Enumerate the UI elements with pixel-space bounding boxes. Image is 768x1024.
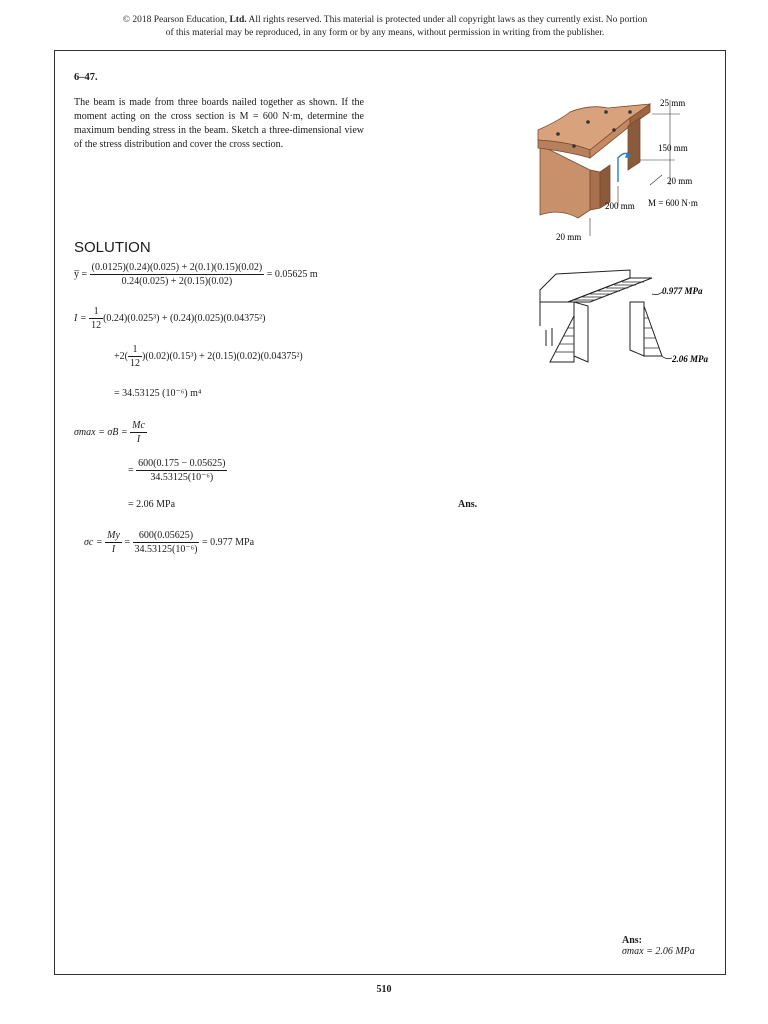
inertia-line2-body: (0.02)(0.15³) + 2(0.15)(0.02)(0.04375²) bbox=[145, 350, 303, 362]
frac-twelve-2: 12 bbox=[129, 358, 140, 369]
inertia-result: = 34.53125 (10⁻⁶) m⁴ bbox=[114, 388, 202, 399]
answer-label-inline: Ans. bbox=[458, 499, 478, 510]
frac-one: 1 bbox=[89, 306, 103, 319]
sigma-max-step1: = $\frac{600(0.175 - 0.05625)}{\text{34.53125(10⁻⁶)}}$ bbox=[128, 458, 226, 483]
sigma-max-result: = 2.06 MPa bbox=[128, 499, 176, 510]
my-numerator: My bbox=[107, 530, 120, 541]
dim-top-label: 25 mm bbox=[660, 98, 686, 108]
frac-one-2: 1 bbox=[128, 344, 142, 357]
step1-numerator: 600(0.175 − 0.05625) bbox=[138, 458, 226, 469]
moment-label: M = 600 N·m bbox=[648, 198, 698, 208]
problem-statement: The beam is made from three boards nailed together as shown. If the moment acting on the cross section is M = 600 N·m, determine the maximum bending stress in the beam. Sketch a three-dimensional view of the stress distribution and cover the cross section. bbox=[74, 97, 364, 150]
copyright-line2: of this material may be reproduced, in any form or by any means, without permission in writing from the publisher. bbox=[165, 28, 605, 38]
sigma-c-result: = 0.977 MPa bbox=[201, 536, 255, 548]
inertia-line1-body: (0.24)(0.025³) + (0.24)(0.025)(0.04375²) bbox=[103, 312, 266, 324]
answer-box bbox=[622, 935, 695, 957]
sigma-max-lhs: σmax = σB = bbox=[74, 426, 128, 438]
stress-top-label: 0.977 MPa bbox=[662, 286, 703, 296]
answer-box-value: σmax = 2.06 MPa bbox=[622, 946, 695, 957]
beam-figure bbox=[530, 90, 720, 250]
dim-width-label: 200 mm bbox=[605, 201, 635, 211]
sigma-c-denominator: 34.53125(10⁻⁶) bbox=[134, 544, 198, 555]
stress-bottom-label: 2.06 MPa bbox=[672, 354, 708, 364]
dim-web-label: 150 mm bbox=[658, 143, 688, 153]
step1-denominator: 34.53125(10⁻⁶) bbox=[150, 472, 214, 483]
inertia-equation-line1 bbox=[74, 306, 266, 331]
ybar-result: = 0.05625 m bbox=[266, 268, 318, 280]
copyright-line1-bold: Ltd. bbox=[229, 15, 247, 25]
sigma-c-lhs: σc = bbox=[84, 536, 103, 548]
mc-denominator: I bbox=[136, 434, 141, 445]
sigma-max-equation bbox=[74, 420, 147, 445]
inertia-line2-pre: +2 bbox=[114, 350, 125, 362]
sigma-c-fraction bbox=[133, 530, 200, 555]
page-number: 510 bbox=[376, 984, 392, 995]
dim-left-label: 20 mm bbox=[556, 232, 582, 242]
my-over-i-fraction bbox=[105, 530, 122, 555]
solution-heading: SOLUTION bbox=[74, 239, 151, 256]
one-twelfth-fraction bbox=[89, 306, 103, 331]
ybar-denominator: 0.24(0.025) + 2(0.15)(0.02) bbox=[121, 276, 233, 287]
problem-number: 6–47. bbox=[74, 72, 98, 83]
one-twelfth-fraction-2 bbox=[128, 344, 142, 369]
sigma-c-numerator: 600(0.05625) bbox=[133, 530, 200, 543]
sigma-c-equation: σc = $\frac{My}{I}$ = $\frac{600(0.05625)}{\text{34.53125(10⁻⁶)}}$ = 0.977 MPa bbox=[84, 530, 255, 555]
step1-fraction bbox=[136, 458, 227, 483]
ybar-fraction bbox=[90, 262, 265, 287]
copyright-line1-pre: © 2018 Pearson Education, bbox=[122, 15, 230, 25]
copyright-line1-post: All rights reserved. This material is protected under all copyright laws as they currently exist. No portion bbox=[246, 15, 648, 25]
inertia-lhs: I = bbox=[74, 312, 87, 324]
copyright-notice bbox=[60, 14, 710, 40]
answer-box-label: Ans: bbox=[622, 935, 643, 946]
mc-over-i-fraction bbox=[130, 420, 147, 445]
frac-twelve: 12 bbox=[91, 320, 102, 331]
my-denominator: I bbox=[111, 544, 116, 555]
ybar-lhs: y̅ = bbox=[74, 268, 88, 280]
inertia-equation-line2: +2( $\frac{1}{12}$ )(0.02)(0.15³) + 2(0.15)(0.02)(0.04375²) bbox=[114, 344, 303, 369]
ybar-equation bbox=[74, 262, 318, 287]
ybar-numerator: (0.0125)(0.24)(0.025) + 2(0.1)(0.15)(0.02) bbox=[91, 262, 263, 273]
stress-distribution-figure bbox=[534, 266, 714, 381]
mc-numerator: Mc bbox=[132, 420, 145, 431]
dim-flange-label: 20 mm bbox=[667, 176, 693, 186]
